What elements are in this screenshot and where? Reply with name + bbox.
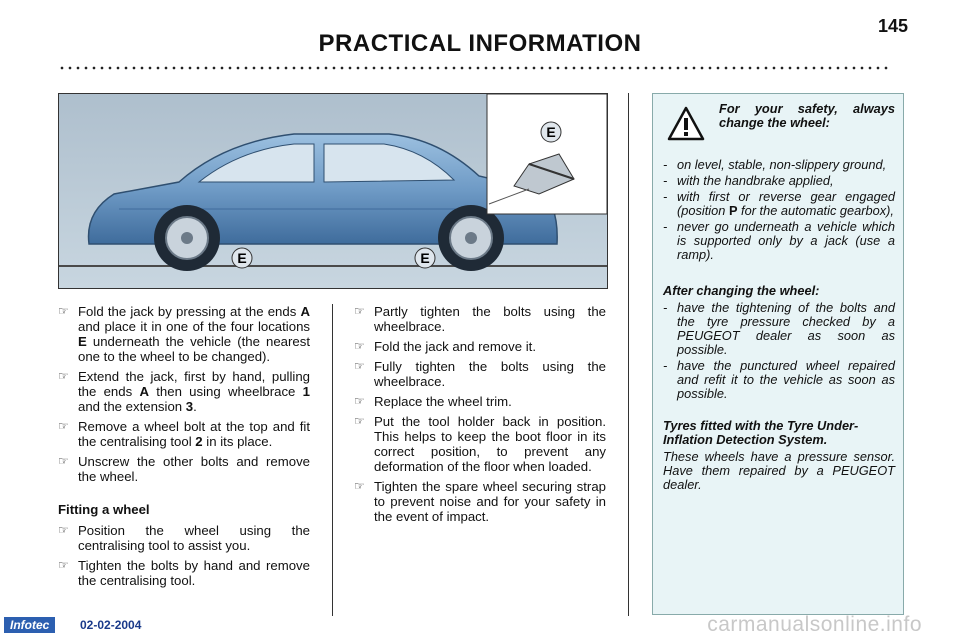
watermark: carmanualsonline.info — [707, 613, 922, 636]
tyre-detection-text: These wheels have a pressure sensor. Have them repaired by a PEUGEOT dealer. — [663, 449, 895, 492]
page-number: 145 — [877, 16, 908, 36]
step-item: ☞ Fold the jack and remove it. — [354, 339, 536, 354]
after-change-heading: After changing the wheel: — [663, 283, 820, 298]
pointing-hand-icon: ☞ — [58, 419, 69, 433]
pointing-hand-icon: ☞ — [354, 304, 365, 318]
infotec-logo: Infotec — [4, 617, 55, 633]
pointing-hand-icon: ☞ — [58, 558, 69, 572]
step-item: ☞ Replace the wheel trim. — [354, 394, 512, 409]
safety-panel — [652, 93, 904, 615]
safety-intro: For your safety, always change the wheel: — [719, 101, 895, 130]
condition-item: - with first or reverse gear engaged (position P for the automatic gearbox), — [663, 189, 895, 218]
step-item: ☞ Extend the jack, first by hand, pulling the ends A then using wheelbrace 1 and the extension 3. — [58, 369, 310, 414]
step-item: ☞ Partly tighten the bolts using the wheelbrace. — [354, 304, 606, 334]
condition-item: - on level, stable, non-slippery ground, — [663, 157, 887, 172]
step-item: ☞ Fully tighten the bolts using the wheelbrace. — [354, 359, 606, 389]
pointing-hand-icon: ☞ — [354, 394, 365, 408]
pointing-hand-icon: ☞ — [58, 304, 69, 318]
step-item: ☞ Remove a wheel bolt at the top and fit the centralising tool 2 in its place. — [58, 419, 310, 449]
instructions-column-2 — [354, 304, 606, 529]
car-jack-illustration — [58, 93, 608, 289]
pointing-hand-icon: ☞ — [58, 369, 69, 383]
jack-point-marker — [541, 122, 561, 142]
column-divider — [332, 304, 333, 616]
footer-date: 02-02-2004 — [80, 618, 142, 632]
step-item: ☞ Fold the jack by pressing at the ends A and place it in one of the four locations E underneath the vehicle (the nearest one to the wheel to be changed). — [58, 304, 310, 364]
after-item: - have the punctured wheel repaired and refit it to the vehicle as soon as possible. — [663, 358, 895, 401]
dotted-divider — [58, 66, 892, 70]
jack-point-marker — [232, 248, 252, 268]
step-item: ☞ Put the tool holder back in position. This helps to keep the boot floor in its correct position, to prevent any deformation of the floor when loaded. — [354, 414, 606, 474]
svg-text:E: E — [420, 250, 430, 266]
pointing-hand-icon: ☞ — [354, 479, 365, 493]
after-item: - have the tightening of the bolts and the tyre pressure checked by a PEUGEOT dealer as soon as possible. — [663, 300, 895, 357]
tyre-detection-heading: Tyres fitted with the Tyre Under-Inflation Detection System. — [663, 418, 859, 447]
pointing-hand-icon: ☞ — [354, 414, 365, 428]
pointing-hand-icon: ☞ — [58, 523, 69, 537]
page-title: PRACTICAL INFORMATION — [318, 30, 642, 57]
pointing-hand-icon: ☞ — [354, 339, 365, 353]
section-heading: Fitting a wheel — [58, 502, 150, 517]
pointing-hand-icon: ☞ — [58, 454, 69, 468]
rear-wheel — [438, 205, 504, 271]
column-divider — [628, 93, 629, 616]
step-item: ☞ Tighten the bolts by hand and remove the centralising tool. — [58, 558, 310, 588]
svg-text:E: E — [546, 124, 556, 140]
step-item: ☞ Unscrew the other bolts and remove the wheel. — [58, 454, 310, 484]
condition-item: - with the handbrake applied, — [663, 173, 834, 188]
warning-icon — [667, 106, 705, 142]
front-wheel — [154, 205, 220, 271]
step-item: ☞ Tighten the spare wheel securing strap to prevent noise and for your safety in the event of impact. — [354, 479, 606, 524]
svg-text:E: E — [237, 250, 247, 266]
jack-point-marker — [415, 248, 435, 268]
step-item: ☞ Position the wheel using the centralising tool to assist you. — [58, 523, 310, 553]
condition-item: - never go underneath a vehicle which is supported only by a jack (use a ramp). — [663, 219, 895, 262]
instructions-column-1 — [58, 304, 310, 593]
pointing-hand-icon: ☞ — [354, 359, 365, 373]
